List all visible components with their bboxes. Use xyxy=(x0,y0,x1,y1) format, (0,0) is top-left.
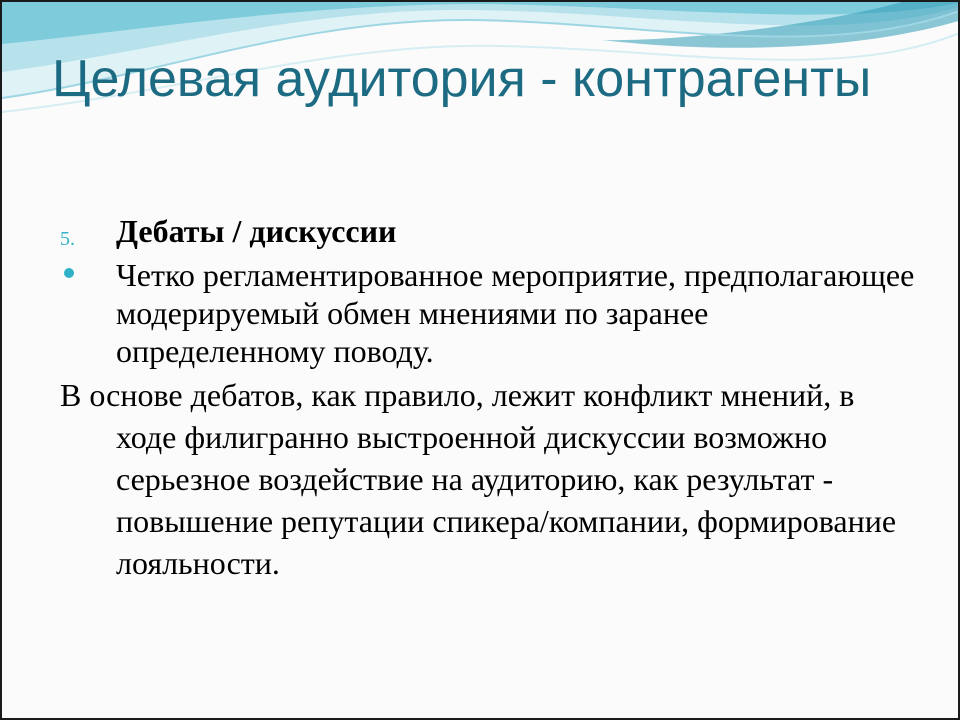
bullet-dot-icon xyxy=(64,268,74,278)
body-paragraph: В основе дебатов, как правило, лежит конфликт мнений, в ходе филигранно выстроенной дискуссии возможно серьезное воздействие на аудиторию, как результат - повышение репутации спикера/компании, формирование лояльности. xyxy=(60,377,897,581)
numbered-item xyxy=(60,212,920,250)
bullet-item xyxy=(60,256,920,370)
bullet-item-text: Четко регламентированное мероприятие, предполагающее модерируемый обмен мнениями по заранее определенному поводу. xyxy=(116,257,915,369)
numbered-item-text: Дебаты / дискуссии xyxy=(116,213,397,249)
slide-title: Целевая аудитория - контрагенты xyxy=(52,50,872,108)
slide-content xyxy=(60,212,920,584)
list-number: 5. xyxy=(60,228,75,250)
